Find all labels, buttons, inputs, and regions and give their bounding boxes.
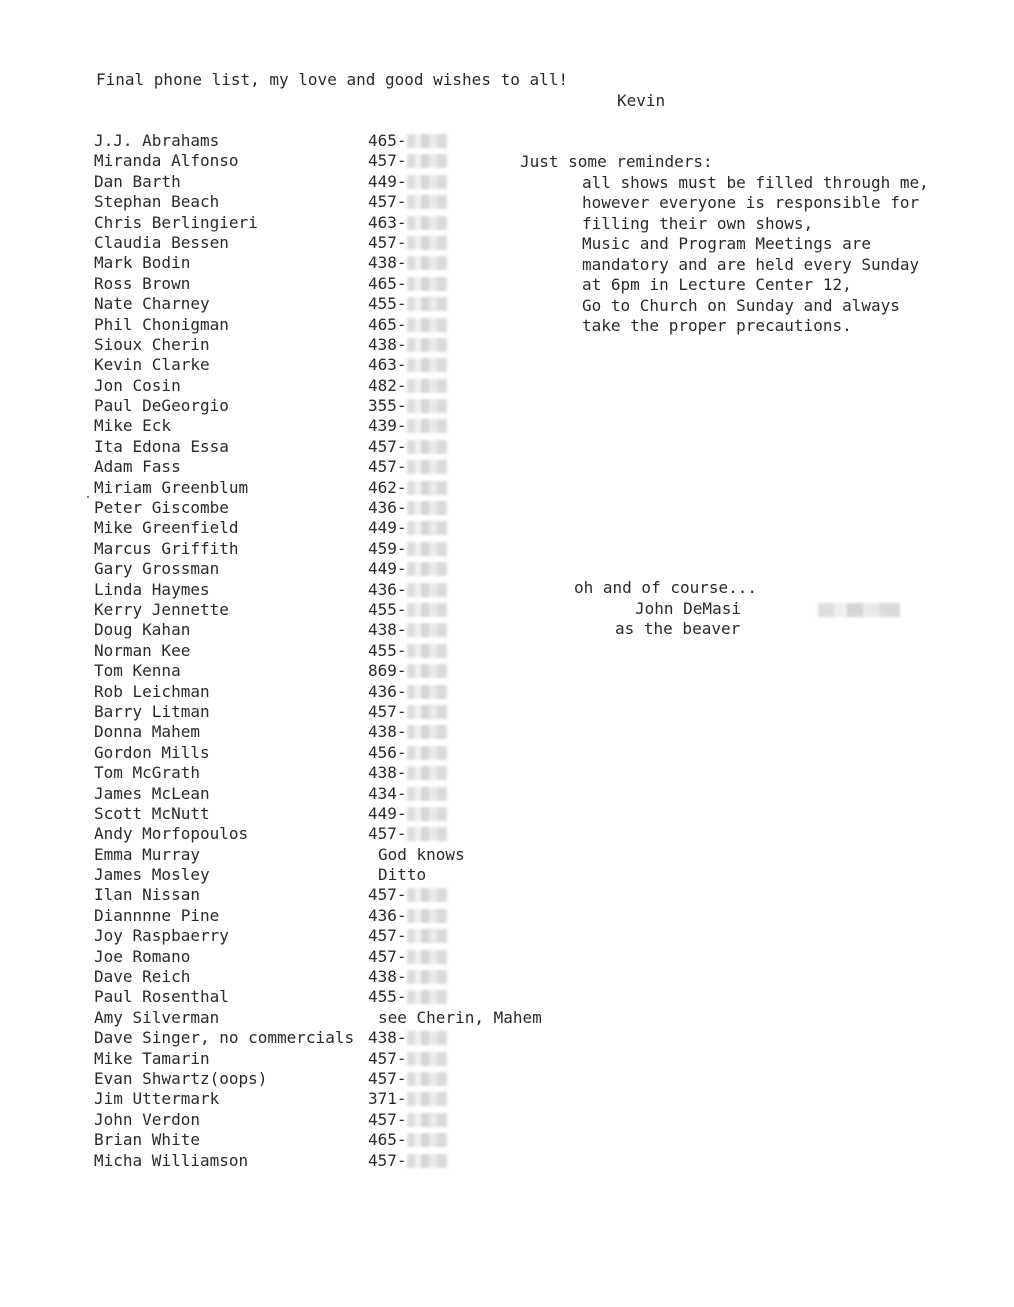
contact-name: James Mosley: [94, 865, 210, 885]
contact-row: [94, 376, 574, 396]
contact-row: [94, 355, 574, 375]
contact-row: [94, 580, 574, 600]
contact-phone: [368, 172, 447, 192]
contact-name: Emma Murray: [94, 844, 200, 864]
redaction-blur: [407, 399, 447, 413]
contact-name: Phil Chonigman: [94, 314, 229, 334]
redaction-blur: [407, 990, 447, 1004]
phone-prefix: 438-: [368, 253, 407, 273]
reminders-block: [520, 152, 929, 337]
redaction-blur: [407, 664, 447, 678]
contact-row: [94, 947, 574, 967]
phone-prefix: 457-: [368, 824, 407, 844]
contact-name: Chris Berlingieri: [94, 212, 258, 232]
reminder-line: take the proper precautions.: [582, 316, 852, 335]
contact-name: Mark Bodin: [94, 253, 191, 273]
redaction-blur: [407, 787, 447, 801]
contact-row: [94, 1130, 574, 1150]
redaction-blur: [407, 685, 447, 699]
contact-phone: [368, 1089, 447, 1109]
redaction-blur: [407, 542, 447, 556]
contact-phone: [368, 335, 447, 355]
phone-prefix: 455-: [368, 599, 407, 619]
contact-name: Gary Grossman: [94, 559, 220, 579]
contact-row: [94, 498, 574, 518]
contact-name: Donna Mahem: [94, 722, 200, 742]
contact-name: Claudia Bessen: [94, 232, 229, 252]
contact-name: Dave Reich: [94, 967, 191, 987]
redaction-blur: [407, 277, 447, 291]
contact-phone: [368, 1110, 447, 1130]
contact-name: Paul DeGeorgio: [94, 396, 229, 416]
reminder-line: filling their own shows,: [582, 213, 814, 233]
phone-prefix: 457-: [368, 232, 407, 252]
contact-note: Ditto: [378, 865, 427, 885]
phone-prefix: 463-: [368, 355, 407, 375]
contact-row: [94, 885, 574, 905]
contact-phone: [368, 233, 447, 253]
contact-row: [94, 478, 574, 498]
contact-name: John Verdon: [94, 1109, 200, 1129]
phone-prefix: 455-: [368, 294, 407, 314]
phone-prefix: 869-: [368, 661, 407, 681]
contact-name: Jon Cosin: [94, 375, 181, 395]
contact-name: Gordon Mills: [94, 742, 210, 762]
contact-row: [94, 967, 574, 987]
contact-note: God knows: [378, 844, 465, 864]
contact-phone: [368, 498, 447, 518]
contact-phone: [368, 1069, 447, 1089]
redaction-blur: [407, 1154, 447, 1168]
contact-row: [94, 315, 574, 335]
redaction-blur: [407, 1113, 447, 1127]
contact-row: [94, 172, 574, 192]
redaction-blur: [407, 888, 447, 902]
contact-phone: [368, 539, 447, 559]
contact-row: [94, 1049, 574, 1069]
stray-mark: [87, 496, 89, 498]
contact-row: [94, 539, 574, 559]
contact-row: [94, 702, 574, 722]
contact-name: Peter Giscombe: [94, 498, 229, 518]
redaction-blur: [407, 195, 447, 209]
contact-name: Miriam Greenblum: [94, 477, 249, 497]
phone-prefix: 457-: [368, 1109, 407, 1129]
redaction-blur: [407, 583, 447, 597]
contact-name: Barry Litman: [94, 701, 210, 721]
phone-prefix: 436-: [368, 579, 407, 599]
contact-row: [94, 763, 574, 783]
redaction-blur: [407, 175, 447, 189]
phone-prefix: 438-: [368, 967, 407, 987]
contact-name: Kevin Clarke: [94, 355, 210, 375]
contact-phone: [368, 580, 447, 600]
contact-phone: [368, 1130, 447, 1150]
postscript-phone-redacted: [818, 600, 900, 619]
contact-phone: [368, 457, 447, 477]
redaction-blur: [407, 379, 447, 393]
contact-name: Stephan Beach: [94, 192, 220, 212]
contact-name: Linda Haymes: [94, 579, 210, 599]
redaction-blur: [407, 1052, 447, 1066]
phone-prefix: 436-: [368, 498, 407, 518]
phone-prefix: 355-: [368, 396, 407, 416]
redaction-blur: [407, 623, 447, 637]
phone-prefix: 457-: [368, 926, 407, 946]
phone-prefix: 457-: [368, 1048, 407, 1068]
contact-row: [94, 906, 574, 926]
redaction-blur: [407, 521, 447, 535]
contact-row: [94, 151, 574, 171]
contact-phone: [368, 478, 447, 498]
contact-phone: [368, 967, 447, 987]
phone-prefix: 457-: [368, 192, 407, 212]
redaction-blur: [407, 970, 447, 984]
phone-prefix: 449-: [368, 171, 407, 191]
contact-row: [94, 804, 574, 824]
phone-prefix: 465-: [368, 314, 407, 334]
contact-note: see Cherin, Mahem: [378, 1007, 542, 1027]
contact-row: [94, 865, 574, 885]
contact-name: Mike Tamarin: [94, 1048, 210, 1068]
contact-phone: [368, 661, 447, 681]
contact-phone: [368, 620, 447, 640]
contact-name: Dave Singer, no commercials: [94, 1028, 355, 1048]
redaction-blur: [407, 297, 447, 311]
redaction-blur: [818, 603, 900, 617]
contact-phone: [368, 824, 447, 844]
contact-phone: [368, 416, 447, 436]
contact-phone: [368, 885, 447, 905]
contact-row: [94, 1089, 574, 1109]
contact-name: Tom McGrath: [94, 763, 200, 783]
contact-name: James McLean: [94, 783, 210, 803]
contact-name: Evan Shwartz(oops): [94, 1068, 268, 1088]
contact-name: Nate Charney: [94, 294, 210, 314]
reminders-title: Just some reminders:: [520, 152, 713, 171]
contact-phone: [368, 641, 447, 661]
contact-name: Diannnne Pine: [94, 905, 220, 925]
redaction-blur: [407, 256, 447, 270]
contact-phone: [368, 294, 447, 314]
contact-phone: [368, 396, 447, 416]
contact-phone: [368, 784, 447, 804]
redaction-blur: [407, 746, 447, 760]
contact-row: [94, 1110, 574, 1130]
redaction-blur: [407, 460, 447, 474]
contact-list: [94, 131, 574, 1171]
contact-phone: [368, 559, 447, 579]
contact-name: Micha Williamson: [94, 1150, 249, 1170]
redaction-blur: [407, 134, 447, 148]
redaction-blur: [407, 644, 447, 658]
redaction-blur: [407, 1092, 447, 1106]
contact-name: Amy Silverman: [94, 1007, 220, 1027]
contact-phone: [368, 947, 447, 967]
contact-row: [94, 457, 574, 477]
phone-prefix: 482-: [368, 375, 407, 395]
contact-phone: [368, 1028, 447, 1048]
contact-name: Joe Romano: [94, 946, 191, 966]
contact-name: Mike Greenfield: [94, 518, 239, 538]
contact-row: [94, 987, 574, 1007]
contact-row: [94, 1008, 574, 1028]
contact-row: [94, 416, 574, 436]
contact-phone: [368, 763, 447, 783]
contact-row: [94, 274, 574, 294]
redaction-blur: [407, 338, 447, 352]
contact-row: [94, 784, 574, 804]
phone-prefix: 436-: [368, 681, 407, 701]
redaction-blur: [407, 1072, 447, 1086]
contact-name: Miranda Alfonso: [94, 151, 239, 171]
contact-row: [94, 213, 574, 233]
redaction-blur: [407, 1031, 447, 1045]
contact-phone: [368, 213, 447, 233]
contact-row: [94, 1028, 574, 1048]
contact-name: Jim Uttermark: [94, 1089, 220, 1109]
contact-phone: [368, 600, 447, 620]
contact-phone: [368, 906, 447, 926]
phone-prefix: 465-: [368, 131, 407, 150]
contact-name: Brian White: [94, 1130, 200, 1150]
redaction-blur: [407, 216, 447, 230]
contact-row: [94, 294, 574, 314]
contact-row: [94, 233, 574, 253]
contact-row: [94, 1151, 574, 1171]
phone-prefix: 455-: [368, 640, 407, 660]
contact-phone: [368, 987, 447, 1007]
contact-name: Ita Edona Essa: [94, 436, 229, 456]
contact-name: Dan Barth: [94, 171, 181, 191]
contact-name: Andy Morfopoulos: [94, 824, 249, 844]
redaction-blur: [407, 358, 447, 372]
redaction-blur: [407, 318, 447, 332]
contact-name: Adam Fass: [94, 457, 181, 477]
contact-name: Joy Raspbaerry: [94, 926, 229, 946]
phone-prefix: 438-: [368, 722, 407, 742]
contact-row: [94, 1069, 574, 1089]
reminder-line: at 6pm in Lecture Center 12,: [582, 275, 852, 294]
contact-name: Norman Kee: [94, 640, 191, 660]
signature: Kevin: [617, 91, 666, 110]
contact-phone: [368, 518, 447, 538]
contact-name: Paul Rosenthal: [94, 987, 229, 1007]
redaction-blur: [407, 501, 447, 515]
contact-row: [94, 661, 574, 681]
phone-prefix: 438-: [368, 763, 407, 783]
phone-prefix: 438-: [368, 620, 407, 640]
phone-prefix: 465-: [368, 273, 407, 293]
redaction-blur: [407, 562, 447, 576]
phone-prefix: 457-: [368, 1068, 407, 1088]
contact-name: Rob Leichman: [94, 681, 210, 701]
contact-phone: [368, 1151, 447, 1171]
redaction-blur: [407, 236, 447, 250]
phone-prefix: 439-: [368, 416, 407, 436]
phone-prefix: 449-: [368, 803, 407, 823]
reminder-line: Go to Church on Sunday and always: [582, 295, 900, 315]
redaction-blur: [407, 481, 447, 495]
contact-phone: [368, 253, 447, 273]
phone-prefix: 457-: [368, 436, 407, 456]
contact-name: J.J. Abrahams: [94, 131, 220, 150]
phone-prefix: 457-: [368, 457, 407, 477]
contact-phone: [368, 804, 447, 824]
contact-phone: [368, 1049, 447, 1069]
phone-prefix: 462-: [368, 477, 407, 497]
contact-row: [94, 682, 574, 702]
redaction-blur: [407, 154, 447, 168]
phone-prefix: 457-: [368, 701, 407, 721]
contact-row: [94, 335, 574, 355]
phone-prefix: 457-: [368, 1150, 407, 1170]
header-line: Final phone list, my love and good wishes to all!: [96, 70, 569, 89]
redaction-blur: [407, 705, 447, 719]
redaction-blur: [407, 909, 447, 923]
contact-row: [94, 926, 574, 946]
phone-prefix: 457-: [368, 151, 407, 171]
redaction-blur: [407, 419, 447, 433]
postscript-line-2: John DeMasi: [635, 598, 741, 618]
contact-phone: [368, 437, 447, 457]
phone-prefix: 449-: [368, 559, 407, 579]
contact-phone: [368, 702, 447, 722]
contact-row: [94, 824, 574, 844]
contact-row: [94, 131, 574, 151]
reminder-line: mandatory and are held every Sunday: [582, 254, 920, 274]
contact-name: Scott McNutt: [94, 803, 210, 823]
phone-prefix: 463-: [368, 212, 407, 232]
contact-phone: [368, 926, 447, 946]
redaction-blur: [407, 440, 447, 454]
redaction-blur: [407, 929, 447, 943]
contact-name: Doug Kahan: [94, 620, 191, 640]
contact-phone: [368, 315, 447, 335]
redaction-blur: [407, 603, 447, 617]
redaction-blur: [407, 827, 447, 841]
reminder-line: Music and Program Meetings are: [582, 234, 871, 253]
contact-phone: [368, 151, 447, 171]
reminder-line: all shows must be filled through me,: [582, 172, 929, 192]
redaction-blur: [407, 766, 447, 780]
phone-prefix: 434-: [368, 783, 407, 803]
contact-phone: [368, 743, 447, 763]
contact-row: [94, 722, 574, 742]
phone-prefix: 436-: [368, 905, 407, 925]
contact-row: [94, 437, 574, 457]
contact-phone: [368, 682, 447, 702]
contact-row: [94, 396, 574, 416]
phone-prefix: 455-: [368, 987, 407, 1007]
phone-prefix: 465-: [368, 1130, 407, 1150]
postscript-block: [574, 578, 757, 640]
redaction-blur: [407, 725, 447, 739]
contact-phone: [368, 376, 447, 396]
phone-prefix: 438-: [368, 334, 407, 354]
postscript-line-1: oh and of course...: [574, 578, 758, 597]
phone-prefix: 457-: [368, 946, 407, 966]
contact-row: [94, 620, 574, 640]
phone-prefix: 438-: [368, 1028, 407, 1048]
phone-prefix: 459-: [368, 538, 407, 558]
contact-name: Ilan Nissan: [94, 885, 200, 905]
contact-phone: [368, 355, 447, 375]
redaction-blur: [407, 1133, 447, 1147]
contact-row: [94, 743, 574, 763]
contact-name: Mike Eck: [94, 416, 172, 436]
contact-phone: [368, 131, 447, 151]
phone-prefix: 456-: [368, 742, 407, 762]
contact-phone: [368, 722, 447, 742]
contact-phone: [368, 192, 447, 212]
contact-name: Marcus Griffith: [94, 538, 239, 558]
contact-name: Ross Brown: [94, 273, 191, 293]
contact-name: Sioux Cherin: [94, 334, 210, 354]
contact-row: [94, 641, 574, 661]
redaction-blur: [407, 950, 447, 964]
phone-prefix: 371-: [368, 1089, 407, 1109]
contact-row: [94, 192, 574, 212]
contact-name: Tom Kenna: [94, 661, 181, 681]
contact-row: [94, 253, 574, 273]
contact-row: [94, 600, 574, 620]
postscript-line-3: as the beaver: [615, 619, 741, 638]
redaction-blur: [407, 807, 447, 821]
reminder-line: however everyone is responsible for: [582, 193, 920, 212]
contact-name: Kerry Jennette: [94, 599, 229, 619]
phone-prefix: 449-: [368, 518, 407, 538]
phone-prefix: 457-: [368, 885, 407, 905]
contact-row: [94, 845, 574, 865]
contact-phone: [368, 274, 447, 294]
contact-row: [94, 559, 574, 579]
contact-row: [94, 518, 574, 538]
